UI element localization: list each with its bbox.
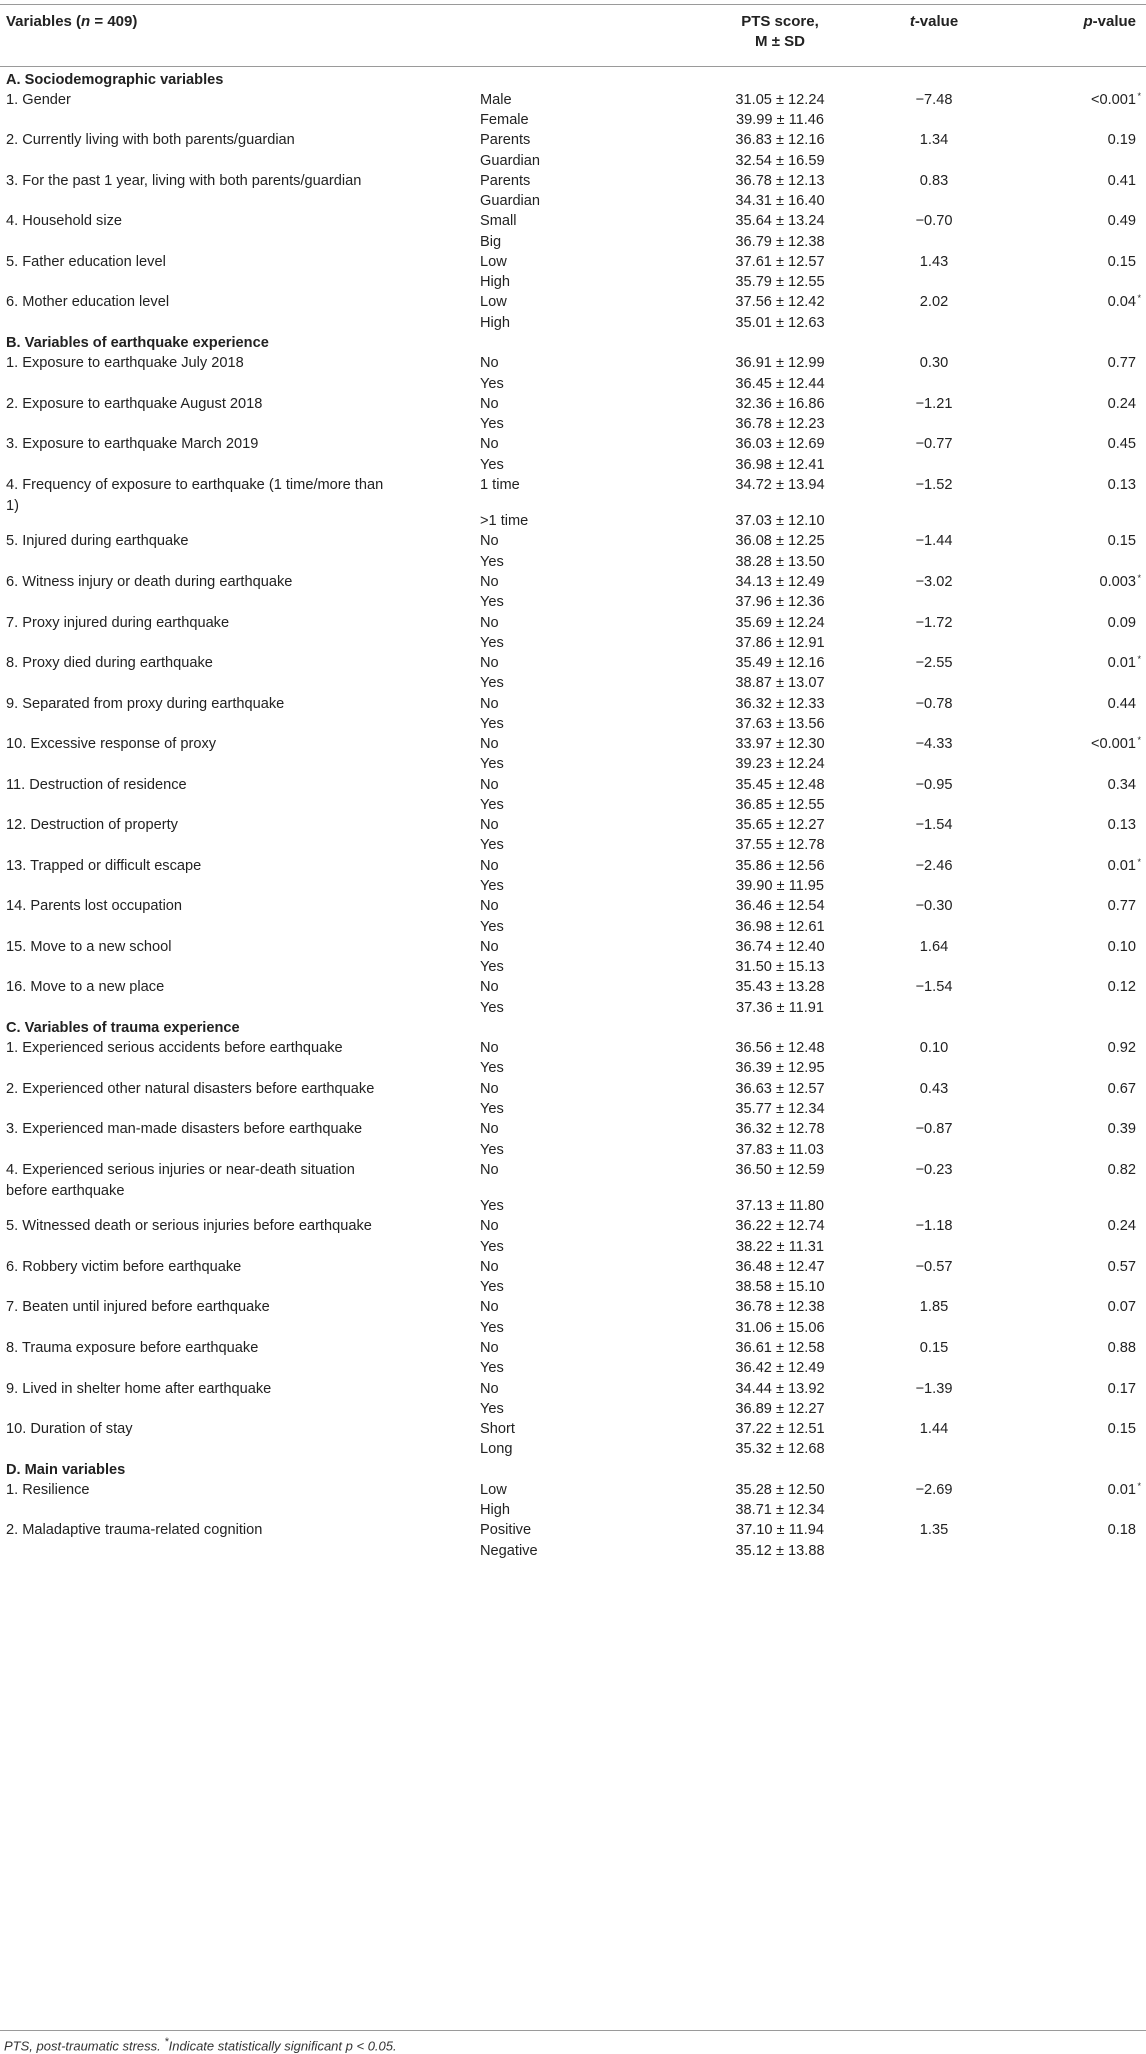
level-label: Negative	[480, 1542, 538, 1559]
t-value-cell: 2.02	[919, 294, 949, 311]
level-label: No	[480, 938, 499, 955]
t-value-cell: −0.78	[915, 695, 953, 712]
p-value-cell: 0.17	[1107, 1380, 1136, 1397]
level-label: No	[480, 1339, 499, 1356]
table-footnote: PTS, post-traumatic stress. *Indicate statistically significant p < 0.05.	[4, 2036, 397, 2054]
level-label: Yes	[480, 796, 504, 813]
variable-label: 7. Proxy injured during earthquake	[6, 614, 230, 631]
level-label: No	[480, 898, 499, 915]
pts-score-cell: 37.61 ± 12.57	[735, 253, 825, 270]
level-label: No	[480, 355, 499, 372]
pts-score-cell: 31.50 ± 15.13	[735, 959, 825, 976]
level-label: Guardian	[480, 152, 541, 169]
level-label: High	[480, 1502, 511, 1519]
pts-score-cell: 36.78 ± 12.38	[735, 1299, 825, 1316]
p-value-cell: 0.01 *	[940, 653, 1141, 674]
header-pts-score: PTS score, M ± SD	[741, 13, 819, 50]
header-p-value: p-value	[1083, 13, 1136, 30]
variable-label: 2. Exposure to earthquake August 2018	[6, 395, 263, 412]
level-label: No	[480, 1380, 499, 1397]
level-label: Yes	[480, 456, 504, 473]
level-label: No	[480, 776, 499, 793]
section-title: D. Main variables	[6, 1461, 126, 1478]
pts-score-cell: 35.65 ± 12.27	[735, 817, 825, 834]
pts-score-cell: 36.32 ± 12.33	[735, 695, 825, 712]
p-value-cell: 0.39	[1107, 1121, 1136, 1138]
variable-label: 1. Experienced serious accidents before earthquake	[6, 1040, 343, 1057]
level-label: Low	[480, 1481, 507, 1498]
p-value-cell: 0.12	[1107, 979, 1136, 996]
t-value-cell: 0.30	[919, 355, 949, 372]
t-value-cell: −3.02	[915, 573, 953, 590]
p-value-cell: 0.13	[1107, 817, 1136, 834]
level-label: Parents	[480, 172, 531, 189]
level-label: No	[480, 573, 499, 590]
t-value-cell: −1.21	[915, 395, 953, 412]
t-value-cell: −0.77	[915, 436, 953, 453]
p-value-cell: 0.77	[1107, 355, 1136, 372]
variable-label: 2. Maladaptive trauma-related cognition	[6, 1522, 263, 1539]
p-value-cell: 0.003 *	[940, 572, 1141, 593]
variable-label: 9. Lived in shelter home after earthquake	[6, 1380, 272, 1397]
variable-label: 8. Trauma exposure before earthquake	[6, 1339, 259, 1356]
pts-score-cell: 36.89 ± 12.27	[735, 1400, 825, 1417]
variable-label: 10. Excessive response of proxy	[6, 736, 217, 753]
t-value-cell: 1.34	[919, 132, 949, 149]
level-label: Yes	[480, 1101, 504, 1117]
pts-score-cell: 39.90 ± 11.95	[735, 878, 825, 895]
p-value-cell: 0.01 *	[940, 1480, 1141, 1501]
level-label: 1 time	[480, 476, 520, 493]
pts-score-cell: 37.03 ± 12.10	[735, 513, 825, 530]
pts-score-cell: 35.79 ± 12.55	[735, 274, 825, 291]
variable-label: 5. Witnessed death or serious injuries before earthquake	[6, 1218, 372, 1235]
level-label: Small	[480, 213, 517, 230]
level-label: Big	[480, 233, 502, 250]
variable-label: 2. Experienced other natural disasters before earthquake	[6, 1080, 375, 1097]
pts-score-cell: 36.08 ± 12.25	[735, 533, 825, 550]
t-value-cell: 1.35	[919, 1522, 949, 1539]
variable-label: 5. Father education level	[6, 253, 166, 270]
pts-score-cell: 37.13 ± 11.80	[735, 1198, 825, 1215]
pts-score-cell: 39.23 ± 12.24	[735, 756, 825, 773]
variable-label: 9. Separated from proxy during earthquake	[6, 695, 285, 712]
pts-score-cell: 35.01 ± 12.63	[735, 314, 825, 331]
level-label: Yes	[480, 1060, 504, 1077]
pts-score-cell: 35.64 ± 13.24	[735, 213, 825, 230]
variable-label: 7. Beaten until injured before earthquake	[6, 1299, 270, 1316]
pts-score-cell: 36.56 ± 12.48	[735, 1040, 825, 1057]
variable-label: 4. Frequency of exposure to earthquake (1 time/more than 1)	[6, 476, 384, 514]
p-value-cell: 0.44	[1107, 695, 1136, 712]
p-value-cell: 0.07	[1107, 1299, 1136, 1316]
p-value-cell: 0.57	[1107, 1258, 1136, 1275]
level-label: No	[480, 436, 499, 453]
level-label: No	[480, 1161, 499, 1178]
level-label: No	[480, 1258, 499, 1275]
t-value-cell: 1.44	[919, 1421, 949, 1438]
level-label: Yes	[480, 1238, 504, 1255]
t-value-cell: −0.23	[915, 1161, 953, 1178]
p-value-cell: 0.15	[1107, 1421, 1136, 1438]
pts-score-cell: 33.97 ± 12.30	[735, 736, 825, 753]
t-value-cell: −4.33	[915, 736, 953, 753]
t-value-cell: 0.15	[919, 1339, 949, 1356]
pts-score-cell: 35.28 ± 12.50	[735, 1481, 825, 1498]
variable-label: 15. Move to a new school	[6, 938, 172, 955]
variable-label: 4. Household size	[6, 213, 123, 230]
pts-score-cell: 36.91 ± 12.99	[735, 355, 825, 372]
t-value-cell: −1.18	[915, 1218, 953, 1235]
level-label: High	[480, 314, 511, 331]
level-label: Yes	[480, 1198, 504, 1215]
p-value-cell: 0.92	[1107, 1040, 1136, 1057]
t-value-cell: −0.87	[915, 1121, 953, 1138]
pts-score-cell: 34.31 ± 16.40	[735, 193, 825, 210]
level-label: Short	[480, 1421, 515, 1438]
pts-score-cell: 36.78 ± 12.13	[735, 172, 825, 189]
level-label: Male	[480, 91, 512, 108]
pts-score-cell: 35.86 ± 12.56	[735, 857, 825, 874]
t-value-cell: −1.54	[915, 817, 953, 834]
level-label: Yes	[480, 1141, 504, 1158]
level-label: Yes	[480, 715, 504, 732]
p-value-cell: 0.49	[1107, 213, 1136, 230]
pts-score-cell: 36.39 ± 12.95	[735, 1060, 825, 1077]
pts-score-cell: 38.71 ± 12.34	[735, 1502, 825, 1519]
variable-label: 6. Mother education level	[6, 294, 170, 311]
t-value-cell: −0.57	[915, 1258, 953, 1275]
pts-score-cell: 36.22 ± 12.74	[735, 1218, 825, 1235]
t-value-cell: 1.43	[919, 253, 949, 270]
level-label: Yes	[480, 416, 504, 433]
t-value-cell: 0.10	[919, 1040, 949, 1057]
pts-score-cell: 34.44 ± 13.92	[735, 1380, 825, 1397]
level-label: No	[480, 1218, 499, 1235]
variable-label: 1. Exposure to earthquake July 2018	[6, 355, 244, 372]
pts-score-cell: 35.77 ± 12.34	[735, 1101, 825, 1117]
pts-score-cell: 36.48 ± 12.47	[735, 1258, 825, 1275]
pts-score-cell: 37.36 ± 11.91	[735, 999, 825, 1016]
pts-score-cell: 35.49 ± 12.16	[735, 655, 825, 672]
t-value-cell: −0.30	[915, 898, 953, 915]
level-label: Yes	[480, 1400, 504, 1417]
level-label: No	[480, 736, 499, 753]
p-value-cell: 0.24	[1107, 1218, 1136, 1235]
t-value-cell: −7.48	[915, 91, 953, 108]
p-value-cell: 0.67	[1107, 1080, 1136, 1097]
level-label: No	[480, 1040, 499, 1057]
pts-score-cell: 34.13 ± 12.49	[735, 573, 825, 590]
level-label: Positive	[480, 1522, 532, 1539]
pts-score-cell: 37.55 ± 12.78	[735, 837, 825, 854]
level-label: Yes	[480, 999, 504, 1016]
variable-label: 1. Resilience	[6, 1481, 90, 1498]
p-value-cell: 0.88	[1107, 1339, 1136, 1356]
variable-label: 11. Destruction of residence	[6, 776, 187, 793]
p-value-cell: 0.41	[1107, 172, 1136, 189]
p-value-cell: 0.82	[1107, 1161, 1136, 1178]
level-label: No	[480, 1080, 499, 1097]
level-label: Yes	[480, 634, 504, 651]
pts-score-cell: 36.74 ± 12.40	[735, 938, 825, 955]
variable-label: 3. Exposure to earthquake March 2019	[6, 436, 259, 453]
level-label: Low	[480, 294, 507, 311]
pts-score-cell: 35.12 ± 13.88	[735, 1542, 825, 1559]
p-value-cell: 0.19	[1107, 132, 1136, 149]
level-label: Yes	[480, 837, 504, 854]
pts-score-cell: 31.06 ± 15.06	[735, 1319, 825, 1336]
pts-score-cell: 37.63 ± 13.56	[735, 715, 825, 732]
level-label: Yes	[480, 375, 504, 392]
section-title: A. Sociodemographic variables	[6, 71, 224, 88]
level-label: Parents	[480, 132, 531, 149]
t-value-cell: 0.83	[919, 172, 949, 189]
pts-score-cell: 36.98 ± 12.61	[735, 918, 825, 935]
level-label: No	[480, 533, 499, 550]
level-label: High	[480, 274, 511, 291]
level-label: Yes	[480, 594, 504, 611]
pts-score-cell: 36.42 ± 12.49	[735, 1360, 825, 1377]
level-label: Low	[480, 253, 507, 270]
p-value-cell: 0.13	[1107, 476, 1136, 493]
p-value-cell: <0.001 *	[940, 90, 1141, 111]
variable-label: 16. Move to a new place	[6, 979, 165, 996]
pts-score-cell: 35.69 ± 12.24	[735, 614, 825, 631]
p-value-cell: 0.18	[1107, 1522, 1136, 1539]
variable-label: 13. Trapped or difficult escape	[6, 857, 202, 874]
level-label: No	[480, 817, 499, 834]
variable-label: 3. Experienced man-made disasters before earthquake	[6, 1121, 363, 1138]
p-value-cell: 0.04 *	[940, 292, 1141, 313]
t-value-cell: −1.44	[915, 533, 953, 550]
p-value-cell: <0.001 *	[940, 734, 1141, 755]
level-label: Yes	[480, 1360, 504, 1377]
t-value-cell: −1.39	[915, 1380, 953, 1397]
pts-score-cell: 36.79 ± 12.38	[735, 233, 825, 250]
table-bottom-rule	[0, 2030, 1146, 2031]
pts-score-cell: 31.05 ± 12.24	[735, 91, 825, 108]
pts-score-cell: 35.43 ± 13.28	[735, 979, 825, 996]
pts-score-cell: 37.83 ± 11.03	[735, 1141, 825, 1158]
pts-score-cell: 36.61 ± 12.58	[735, 1339, 825, 1356]
level-label: Yes	[480, 918, 504, 935]
pts-score-cell: 36.46 ± 12.54	[735, 898, 825, 915]
level-label: No	[480, 395, 499, 412]
pts-score-cell: 35.45 ± 12.48	[735, 776, 825, 793]
level-label: No	[480, 1299, 499, 1316]
level-label: Yes	[480, 959, 504, 976]
p-value-cell: 0.15	[1107, 533, 1136, 550]
pts-score-cell: 37.56 ± 12.42	[735, 294, 825, 311]
level-label: No	[480, 1121, 499, 1138]
variable-label: 6. Robbery victim before earthquake	[6, 1258, 242, 1275]
t-value-cell: 1.85	[919, 1299, 949, 1316]
pts-score-cell: 36.45 ± 12.44	[735, 375, 825, 392]
level-label: Long	[480, 1441, 513, 1458]
t-value-cell: −1.52	[915, 476, 953, 493]
pts-score-cell: 35.32 ± 12.68	[735, 1441, 825, 1458]
p-value-cell: 0.15	[1107, 253, 1136, 270]
level-label: Yes	[480, 675, 504, 692]
section-title: B. Variables of earthquake experience	[6, 335, 269, 351]
p-value-cell: 0.10	[1107, 938, 1136, 955]
level-label: Guardian	[480, 193, 541, 210]
level-label: No	[480, 655, 499, 672]
t-value-cell: 1.64	[919, 938, 949, 955]
pts-score-cell: 32.54 ± 16.59	[735, 152, 825, 169]
p-value-cell: 0.34	[1107, 776, 1136, 793]
variable-label: 1. Gender	[6, 91, 71, 108]
header-rule	[0, 66, 1146, 67]
pts-score-cell: 36.03 ± 12.69	[735, 436, 825, 453]
pts-score-cell: 37.86 ± 12.91	[735, 634, 825, 651]
pts-score-cell: 36.63 ± 12.57	[735, 1080, 825, 1097]
pts-score-cell: 37.22 ± 12.51	[735, 1421, 825, 1438]
pts-score-cell: 36.85 ± 12.55	[735, 796, 825, 813]
variable-label: 2. Currently living with both parents/guardian	[6, 132, 295, 149]
t-value-cell: −2.69	[915, 1481, 953, 1498]
level-label: Yes	[480, 1319, 504, 1336]
level-label: Yes	[480, 1279, 504, 1296]
pts-score-cell: 32.36 ± 16.86	[735, 395, 825, 412]
level-label: No	[480, 614, 499, 631]
variable-label: 5. Injured during earthquake	[6, 533, 189, 550]
level-label: Yes	[480, 756, 504, 773]
pts-score-cell: 38.22 ± 11.31	[735, 1238, 825, 1255]
pts-score-cell: 38.28 ± 13.50	[735, 553, 825, 570]
level-label: Yes	[480, 553, 504, 570]
t-value-cell: −2.55	[915, 655, 953, 672]
pts-score-cell: 36.50 ± 12.59	[735, 1161, 825, 1178]
level-label: >1 time	[480, 513, 529, 530]
pts-score-cell: 36.98 ± 12.41	[735, 456, 825, 473]
variable-label: 14. Parents lost occupation	[6, 898, 183, 915]
p-value-cell: 0.45	[1107, 436, 1136, 453]
pts-score-cell: 37.10 ± 11.94	[735, 1522, 825, 1539]
p-value-cell: 0.01 *	[940, 856, 1141, 877]
pts-score-cell: 36.83 ± 12.16	[735, 132, 825, 149]
level-label: No	[480, 857, 499, 874]
header-variables: Variables (n = 409)	[6, 13, 138, 30]
variable-label: 10. Duration of stay	[6, 1421, 133, 1438]
variable-label: 6. Witness injury or death during earthquake	[6, 573, 293, 590]
pts-score-cell: 38.58 ± 15.10	[735, 1279, 825, 1296]
t-value-cell: −0.95	[915, 776, 953, 793]
t-value-cell: 0.43	[919, 1080, 949, 1097]
pts-score-cell: 37.96 ± 12.36	[735, 594, 825, 611]
t-value-cell: −0.70	[915, 213, 953, 230]
t-value-cell: −2.46	[915, 857, 953, 874]
table-top-rule	[0, 4, 1146, 5]
level-label: No	[480, 979, 499, 996]
variable-label: 4. Experienced serious injuries or near-death situation before earthquake	[6, 1161, 355, 1199]
pts-score-cell: 39.99 ± 11.46	[735, 112, 825, 129]
p-value-cell: 0.77	[1107, 898, 1136, 915]
variable-label: 3. For the past 1 year, living with both parents/guardian	[6, 172, 362, 189]
t-value-cell: −1.72	[915, 614, 953, 631]
level-label: Female	[480, 112, 529, 129]
level-label: Yes	[480, 878, 504, 895]
pts-score-cell: 34.72 ± 13.94	[735, 476, 825, 493]
p-value-cell: 0.24	[1107, 395, 1136, 412]
header-t-value: t-value	[909, 13, 959, 30]
variable-label: 8. Proxy died during earthquake	[6, 655, 213, 672]
t-value-cell: −1.54	[915, 979, 953, 996]
variable-label: 12. Destruction of property	[6, 817, 178, 834]
section-title: C. Variables of trauma experience	[6, 1019, 240, 1036]
level-label: No	[480, 695, 499, 712]
p-value-cell: 0.09	[1107, 614, 1136, 631]
pts-score-cell: 38.87 ± 13.07	[735, 675, 825, 692]
pts-score-cell: 36.32 ± 12.78	[735, 1121, 825, 1138]
pts-score-cell: 36.78 ± 12.23	[735, 416, 825, 433]
